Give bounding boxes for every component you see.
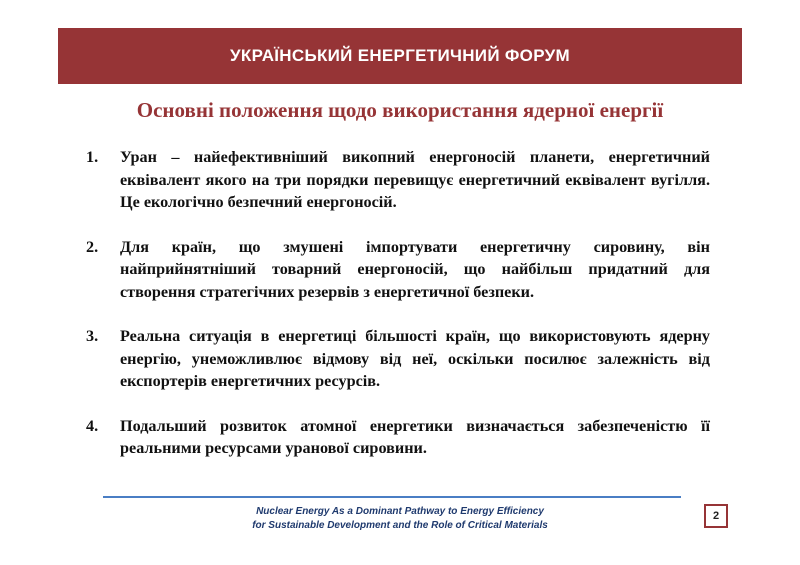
footer-divider	[103, 496, 681, 498]
footer-line-2: for Sustainable Development and the Role of Critical Materials	[252, 520, 548, 531]
list-item	[86, 325, 710, 393]
footer-line-1: Nuclear Energy As a Dominant Pathway to Energy Efficiency	[256, 506, 544, 517]
item-text: Для країн, що змушені імпортувати енергетичну сировину, він найприйнятніший товарний енергоносій, що найбільш придатний для створення стратегічних резервів з енергетичної безпеки.	[120, 237, 710, 301]
list-item	[86, 415, 710, 460]
list-item	[86, 146, 710, 214]
key-points-list	[86, 146, 710, 482]
item-text: Подальший розвиток атомної енергетики визначається забезпеченістю її реальними ресурсами уранової сировини.	[120, 416, 710, 457]
list-item	[86, 236, 710, 304]
header-banner	[58, 28, 742, 84]
item-number: 1.	[86, 148, 99, 166]
item-number: 3.	[86, 327, 99, 345]
item-text: Уран – найефективніший викопний енергоносій планети, енергетичний еквівалент якого на три порядки перевищує енергетичний еквівалент вугілля. Це екологічно безпечний енергоносій.	[120, 148, 710, 211]
page-number-badge: 2	[704, 504, 728, 528]
forum-title: УКРАЇНСЬКИЙ ЕНЕРГЕТИЧНИЙ ФОРУМ	[230, 46, 570, 65]
slide-subtitle: Основні положення щодо використання ядерної енергії	[136, 98, 664, 122]
item-number: 4.	[86, 416, 99, 435]
item-number: 2.	[86, 237, 99, 256]
item-text: Реальна ситуація в енергетиці більшості країн, що використовують ядерну енергію, унеможливлює відмову від неї, оскільки посилює залежність від експортерів енергетичних ресурсів.	[120, 327, 710, 390]
footer-caption	[150, 505, 650, 533]
